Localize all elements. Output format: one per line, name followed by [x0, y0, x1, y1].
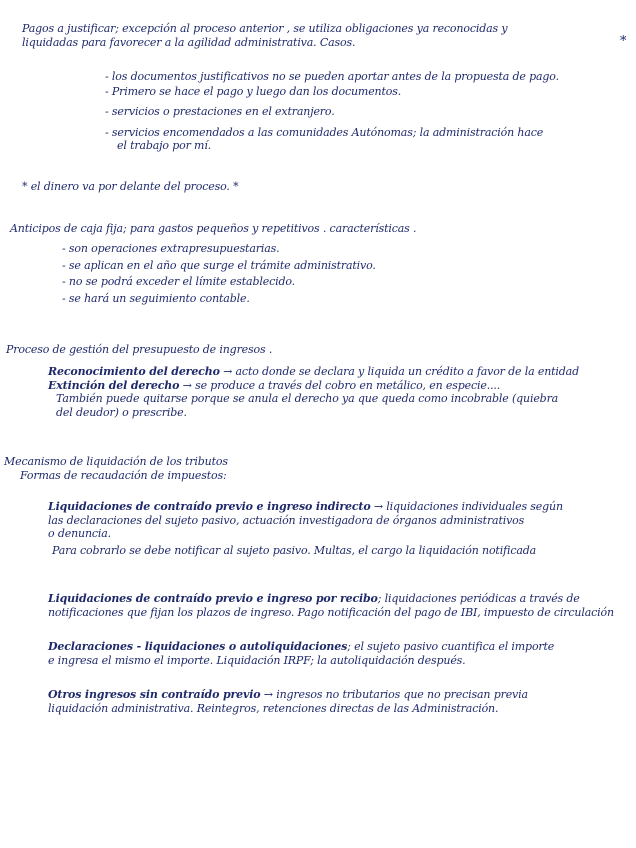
- mecanismo-item: [48, 500, 563, 557]
- term: Otros ingresos sin contraído previo: [48, 688, 261, 701]
- pagos-intro-line-2: liquidadas para favorecer a la agilidad administrativa. Casos.: [22, 35, 356, 49]
- pagos-intro-line-1: Pagos a justificar; excepción al proceso anterior , se utiliza obligaciones ya reconocidas y: [22, 22, 508, 35]
- item-first-line: Otros ingresos sin contraído previo → ingresos no tributarios que no precisan previa: [48, 688, 528, 701]
- list-item: - no se podrá exceder el límite establecido.: [62, 275, 295, 288]
- proceso-line: Extinción del derecho → se produce a través del cobro en metálico, en especie....: [48, 378, 501, 392]
- mecanismo-item: [48, 688, 528, 715]
- item-line: notificaciones que fijan los plazos de ingreso. Pago notificación del pago de IBI, impuesto de circulación: [48, 605, 614, 619]
- section-anticipos: [10, 222, 416, 236]
- item-line: o denuncia.: [48, 527, 112, 540]
- item-line: las declaraciones del sujeto pasivo, actuación investigadora de órganos administrativos: [48, 513, 525, 527]
- item-line: liquidación administrativa. Reintegros, retenciones directas de las Administración.: [48, 701, 499, 715]
- list-item: - los documentos justificativos no se pueden aportar antes de la propuesta de pago.: [105, 70, 559, 83]
- mecanismo-item: [48, 592, 614, 619]
- pagos-bullet-list: [105, 70, 559, 153]
- section-title: Pagos a justificar: [22, 22, 116, 35]
- list-item: - servicios encomendados a las comunidades Autónomas; la administración hace: [105, 125, 544, 139]
- item-line: Para cobrarlo se debe notificar al sujeto pasivo. Multas, el cargo la liquidación notificada: [52, 543, 537, 557]
- proceso-line: Reconocimiento del derecho → acto donde se declara y liquida un crédito a favor de la entidad: [48, 365, 579, 378]
- list-item: - son operaciones extrapresupuestarias.: [62, 242, 280, 255]
- section-subtitle: Formas de recaudación de impuestos:: [20, 468, 227, 482]
- item-first-line: Declaraciones - liquidaciones o autoliquidaciones; el sujeto pasivo cuantifica el importe: [48, 640, 555, 653]
- proceso-line: del deudor) o prescribe.: [56, 405, 187, 419]
- section-title: Anticipos de caja fija: [10, 222, 123, 235]
- list-item: - servicios o prestaciones en el extranjero.: [105, 105, 335, 118]
- anticipos-intro: Anticipos de caja fija; para gastos pequeños y repetitivos . características .: [10, 222, 417, 235]
- term: Liquidaciones de contraído previo e ingreso por recibo: [48, 592, 378, 605]
- item-first-line: Liquidaciones de contraído previo e ingreso por recibo; liquidaciones periódicas a través de: [48, 592, 580, 605]
- section-title-proceso: Proceso de gestión del presupuesto de ingresos .: [6, 343, 273, 356]
- pagos-note: * el dinero va por delante del proceso. *: [22, 180, 239, 193]
- proceso-line: También puede quitarse porque se anula el derecho ya que queda como incobrable (quiebra: [56, 392, 559, 405]
- list-item: - Primero se hace el pago y luego dan los documentos.: [105, 84, 402, 98]
- anticipos-bullet-list: [62, 242, 376, 305]
- section-title: Mecanismo de liquidación de los tributos: [4, 455, 228, 468]
- item-line: e ingresa el mismo el importe. Liquidación IRPF; la autoliquidación después.: [48, 653, 466, 667]
- corner-asterisk: *: [620, 34, 627, 49]
- term: Declaraciones - liquidaciones o autoliquidaciones: [48, 640, 348, 653]
- list-item-continuation: el trabajo por mí.: [117, 139, 212, 152]
- item-first-line: Liquidaciones de contraído previo e ingreso indirecto → liquidaciones individuales según: [48, 500, 563, 513]
- section-mecanismo: [4, 455, 228, 482]
- section-pagos-a-justificar: [22, 22, 507, 49]
- term: Reconocimiento del derecho: [48, 365, 220, 378]
- list-item: - se hará un seguimiento contable.: [62, 291, 250, 305]
- term: Extinción del derecho: [48, 378, 180, 392]
- mecanismo-item: [48, 640, 554, 667]
- proceso-body: [48, 365, 579, 419]
- term: Liquidaciones de contraído previo e ingreso indirecto: [48, 500, 371, 513]
- list-item: - se aplican en el año que surge el trámite administrativo.: [62, 258, 376, 272]
